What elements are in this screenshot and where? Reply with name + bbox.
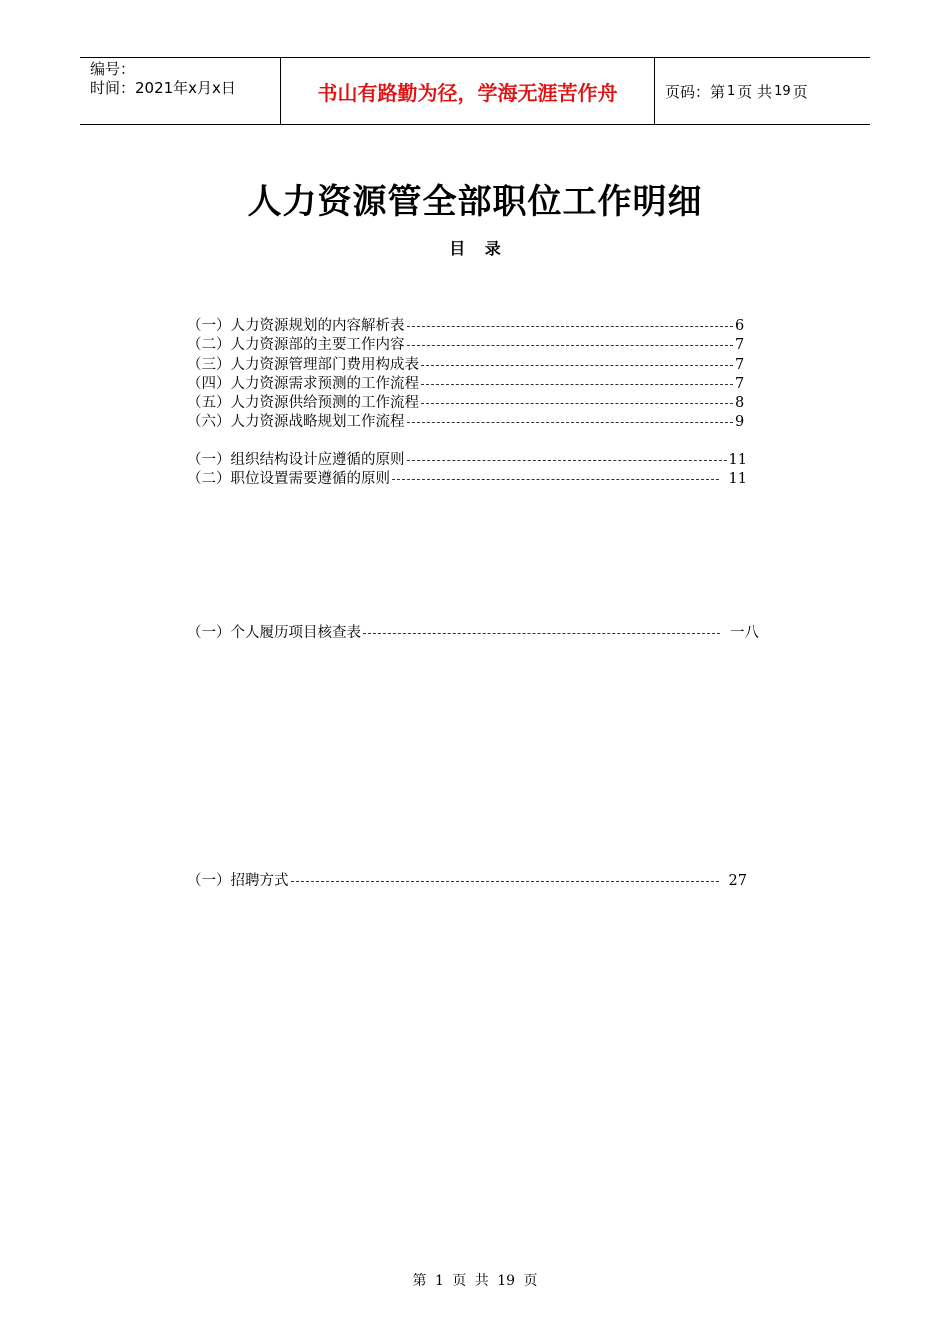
toc-leader [407,326,734,327]
toc-entry-page: 6 [735,318,745,334]
toc-entry[interactable] [187,314,747,333]
toc-entry[interactable] [187,467,747,486]
header-meta-cell [80,58,281,124]
toc-leader [407,345,734,346]
toc-entry[interactable] [187,391,747,410]
time-label: 时间：2021年x月x日 [90,79,236,97]
toc-entry-label: （二）人力资源部的主要工作内容 [187,337,405,354]
motto-cell [281,58,655,124]
toc-entry-label: （二）职位设置需要遵循的原则 [187,471,390,488]
header-table [80,57,870,125]
toc-entry[interactable] [187,353,747,372]
page-footer: 第 1 页 共 19 页 [412,1273,538,1289]
page-total: 19 [774,83,791,99]
toc-entry-page: 一八 [730,625,759,641]
toc-entry-page: 7 [735,337,745,354]
page-suffix: 页 [792,82,808,101]
toc-entry-page: 9 [735,414,745,431]
toc-entry-page: 11 [728,471,747,488]
toc-group-3 [187,621,759,640]
page-mid: 页 共 [737,82,773,101]
page-info-cell [655,58,870,124]
toc-group-2 [187,448,747,487]
toc-leader [363,633,720,634]
toc-group-4 [187,869,747,888]
toc-entry-page: 11 [728,452,747,468]
toc-entry-label: （一）招聘方式 [187,873,289,889]
toc-entry[interactable] [187,372,747,391]
page-prefix: 页码：第 [665,82,726,101]
toc-entry-page: 8 [735,395,745,412]
toc-leader [291,881,719,882]
toc-entry-label: （六）人力资源战略规划工作流程 [187,414,405,431]
toc-entry-label: （一）个人履历项目核查表 [187,625,361,641]
toc-leader [407,460,727,461]
toc-entry[interactable] [187,621,759,640]
toc-entry-label: （三）人力资源管理部门费用构成表 [187,356,419,373]
toc-entry[interactable] [187,448,747,467]
toc-entry-label: （一）组织结构设计应遵循的原则 [187,452,405,468]
toc-entry-label: （五）人力资源供给预测的工作流程 [187,395,419,412]
page-current: 1 [727,83,736,99]
toc-heading: 目 录 [449,239,501,258]
toc-group-1 [187,314,747,430]
toc-leader [421,365,733,366]
toc-entry-page: 7 [735,356,745,373]
motto: 书山有路勤为径，学海无涯苦作舟 [317,80,618,105]
toc-leader [421,384,733,385]
toc-leader [407,422,734,423]
document-title: 人力资源管全部职位工作明细 [247,182,703,222]
toc-entry[interactable] [187,333,747,352]
toc-entry-page: 7 [735,375,745,392]
toc-leader [421,403,733,404]
toc-entry[interactable] [187,869,747,888]
toc-entry[interactable] [187,410,747,429]
serial-label: 编号： [90,60,136,78]
toc-entry-label: （一）人力资源规划的内容解析表 [187,318,405,334]
toc-entry-page: 27 [728,873,747,889]
toc-entry-label: （四）人力资源需求预测的工作流程 [187,375,419,392]
toc-leader [392,479,719,480]
